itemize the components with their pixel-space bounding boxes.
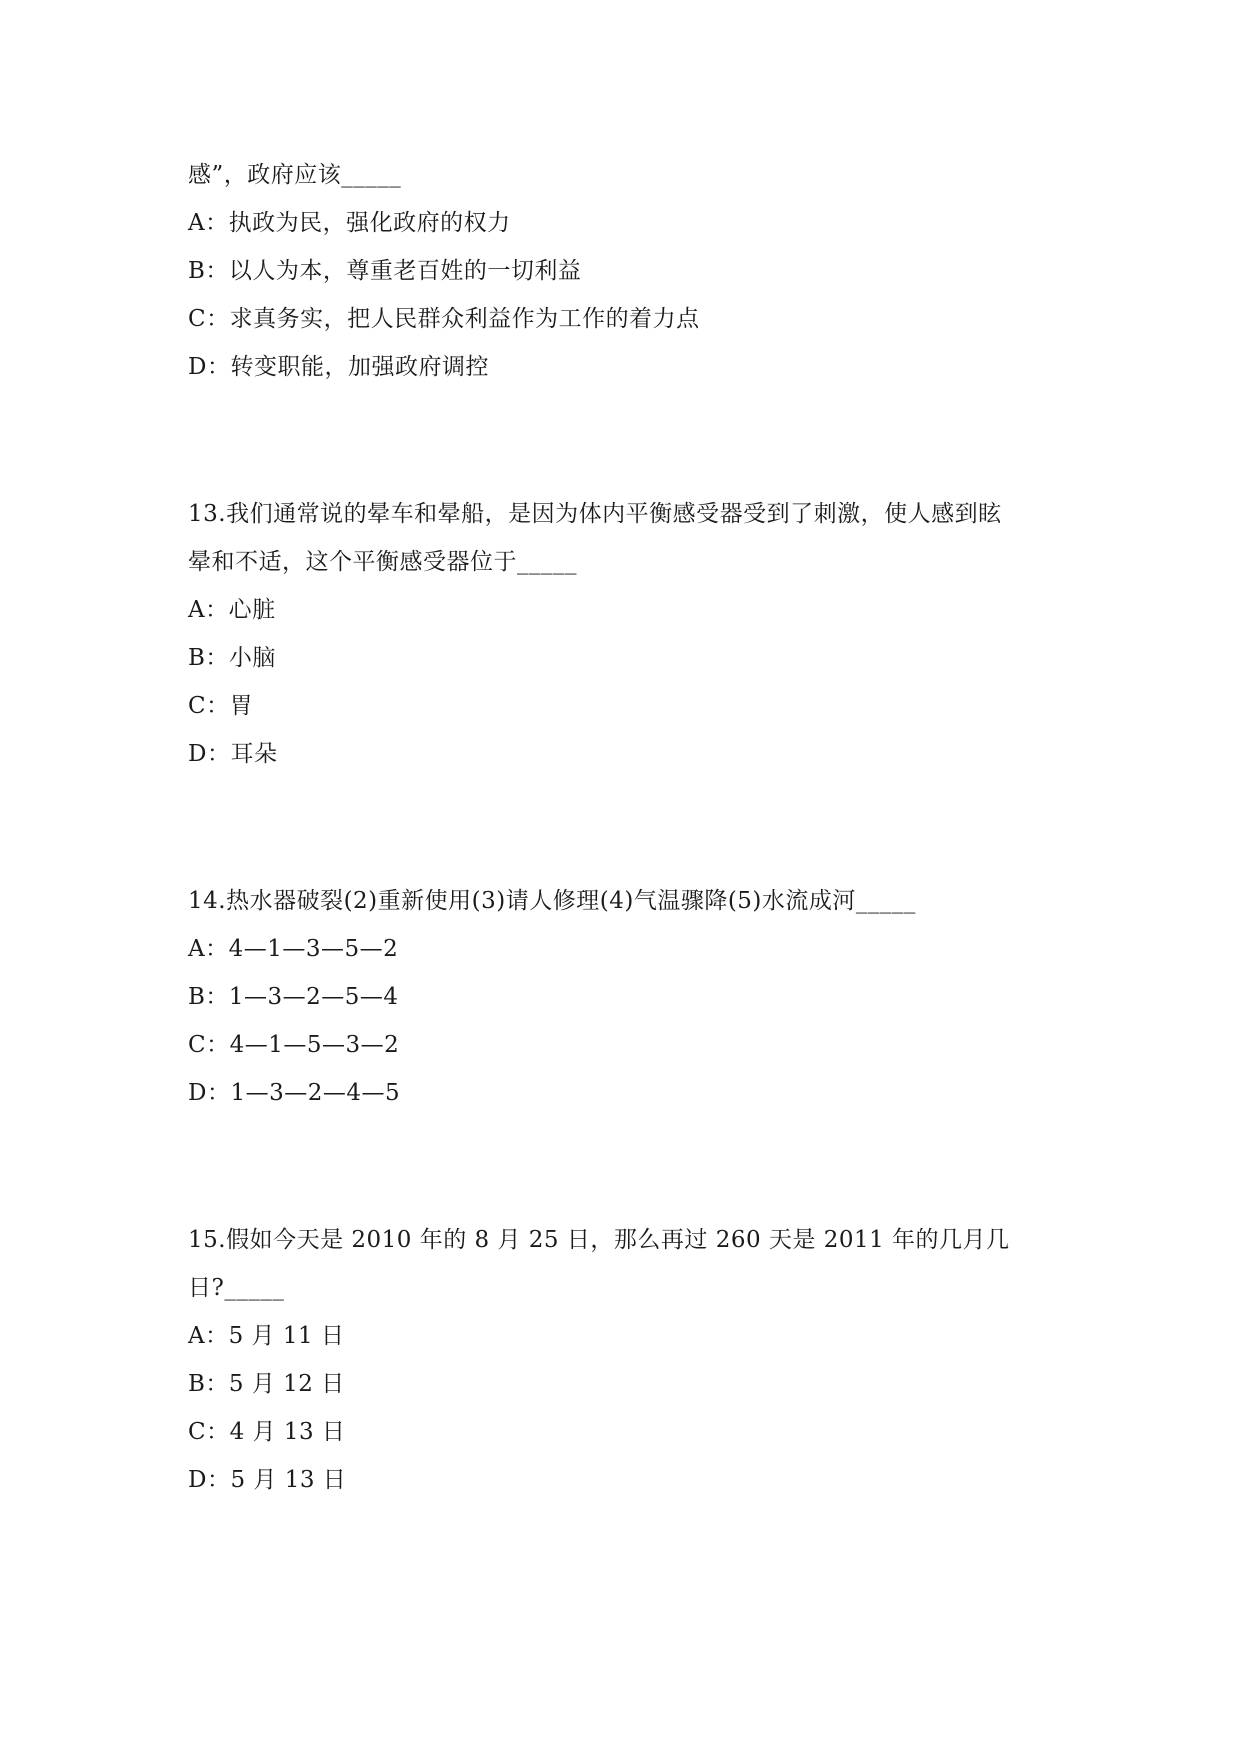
q15-option-b: B：5 月 12 日 [188,1371,345,1397]
q15-stem-line2: 日?_____ [188,1275,285,1301]
q14-option-a: A：4—1—3—5—2 [188,936,399,962]
q14-option-d: D：1—3—2—4—5 [188,1080,401,1106]
q13-option-c: C：胃 [188,693,254,719]
q14-option-b: B：1—3—2—5—4 [188,984,399,1010]
q13-option-b: B：小脑 [188,645,276,671]
q12-option-a: A：执政为民，强化政府的权力 [188,210,511,236]
q13-option-d: D：耳朵 [188,741,278,767]
q12-option-c: C：求真务实，把人民群众利益作为工作的着力点 [188,306,700,332]
q14-stem: 14.热水器破裂(2)重新使用(3)请人修理(4)气温骤降(5)水流成河_____ [188,888,916,914]
q13-option-a: A：心脏 [188,597,276,623]
q12-stem-continuation: 感”，政府应该_____ [188,162,402,188]
q12-option-b: B：以人为本，尊重老百姓的一切利益 [188,258,582,284]
q13-stem-line2: 晕和不适，这个平衡感受器位于_____ [188,549,577,575]
q15-option-c: C：4 月 13 日 [188,1419,346,1445]
q15-option-d: D：5 月 13 日 [188,1467,347,1493]
q12-option-d: D：转变职能，加强政府调控 [188,354,489,380]
q14-option-c: C：4—1—5—3—2 [188,1032,400,1058]
q13-stem-line1: 13.我们通常说的晕车和晕船，是因为体内平衡感受器受到了刺激，使人感到眩 [188,501,1002,527]
q15-stem-line1: 15.假如今天是 2010 年的 8 月 25 日，那么再过 260 天是 2011 年的几月几 [188,1227,1010,1253]
q15-option-a: A：5 月 11 日 [188,1323,345,1349]
